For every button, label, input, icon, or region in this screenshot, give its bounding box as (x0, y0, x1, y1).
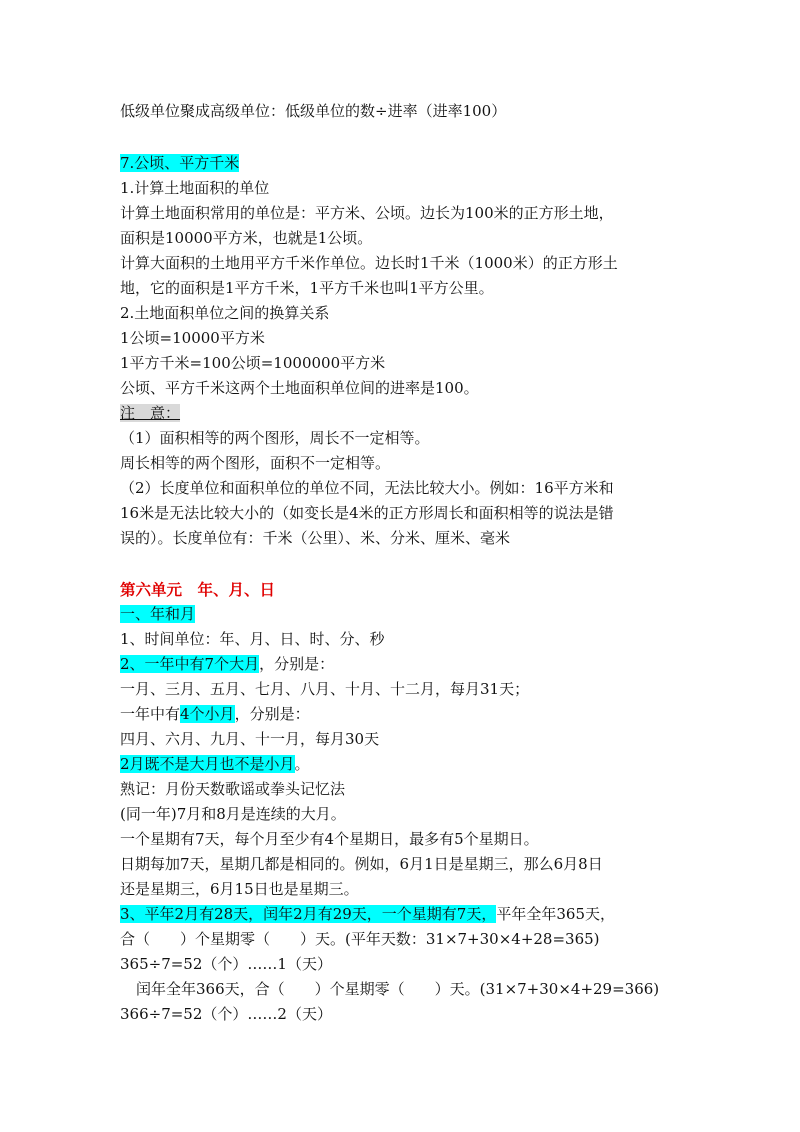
small-months-pre: 一年中有 (120, 705, 181, 723)
leap-year-rest: 平年全年365天， (496, 905, 615, 923)
s7-subheading-1: 1.计算土地面积的单位 (120, 179, 270, 197)
note-1: （1）面积相等的两个图形，周长不一定相等。 (120, 429, 430, 447)
date-example-b: 还是星期三，6月15日也是星期三。 (120, 880, 359, 898)
february-rest: 。 (294, 755, 310, 773)
note-label: 注 意： (120, 404, 181, 422)
note-label-line (120, 403, 690, 423)
section-7-heading (120, 153, 690, 173)
common-year-question: 合（ ）个星期零（ ）天。(平年天数：31×7+30×4+28=365) (120, 930, 600, 948)
note-2c: 误的）。长度单位有：千米（公里）、米、分米、厘米、毫米 (120, 529, 511, 547)
week-line: 一个星期有7天，每个月至少有4个星期日，最多有5个星期日。 (120, 830, 539, 848)
note-2a: （2）长度单位和面积单位的单位不同，无法比较大小。例如：16平方米和 (120, 479, 614, 497)
leap-year-question: 闰年全年366天，合（ ）个星期零（ ）天。(31×7+30×4+29=366) (136, 980, 660, 998)
small-months-rest: ，分别是： (234, 705, 310, 723)
leap-year-line (120, 904, 690, 924)
february-line (120, 754, 690, 774)
s7-equation-2: 1平方千米=100公顷=1000000平方米 (120, 354, 386, 372)
small-months-highlight: 4个小月 (180, 705, 235, 723)
s7-rate: 公顷、平方千米这两个土地面积单位间的进率是100。 (120, 379, 479, 397)
common-year-division: 365÷7=52（个）……1（天） (120, 955, 332, 973)
leap-year-highlight: 3、平年2月有28天，闰年2月有29天，一个星期有7天， (120, 905, 497, 923)
leap-year-division: 366÷7=52（个）……2（天） (120, 1005, 332, 1023)
time-units: 1、时间单位：年、月、日、时、分、秒 (120, 630, 385, 648)
memorize-line: 熟记：月份天数歌谣或拳头记忆法 (120, 780, 346, 798)
s7-paragraph-2b: 地，它的面积是1平方千米，1平方千米也叫1平方公里。 (120, 279, 494, 297)
unit-6-subheading-text: 一、年和月 (120, 605, 196, 623)
s7-equation-1: 1公顷=10000平方米 (120, 329, 265, 347)
s7-paragraph-1b: 面积是10000平方米，也就是1公顷。 (120, 229, 373, 247)
s7-subheading-2: 2.土地面积单位之间的换算关系 (120, 304, 330, 322)
note-1b: 周长相等的两个图形，面积不一定相等。 (120, 454, 391, 472)
note-2b: 16米是无法比较大小的（如变长是4米的正方形周长和面积相等的说法是错 (120, 504, 614, 522)
unit-6-subheading (120, 604, 690, 624)
s7-paragraph-1a: 计算土地面积常用的单位是：平方米、公顷。边长为100米的正方形土地， (120, 204, 614, 222)
date-example-a: 日期每加7天，星期几都是相同的。例如，6月1日是星期三，那么6月8日 (120, 855, 603, 873)
section-7-heading-text: 7.公顷、平方千米 (120, 154, 240, 172)
s7-paragraph-2a: 计算大面积的土地用平方千米作单位。边长时1千米（1000米）的正方形土 (120, 254, 618, 272)
february-highlight: 2月既不是大月也不是小月 (120, 755, 295, 773)
small-months-line (120, 704, 690, 724)
small-months-list: 四月、六月、九月、十一月，每月30天 (120, 730, 380, 748)
big-months-list: 一月、三月、五月、七月、八月、十月、十二月，每月31天； (120, 680, 530, 698)
big-months-line (120, 654, 690, 674)
intro-line: 低级单位聚成高级单位：低级单位的数÷进率（进率100） (120, 102, 507, 120)
big-months-rest: ，分别是： (259, 655, 335, 673)
unit-6-heading: 第六单元 年、月、日 (120, 581, 276, 599)
july-august-line: (同一年)7月和8月是连续的大月。 (120, 805, 346, 823)
big-months-highlight: 2、一年中有7个大月 (120, 655, 260, 673)
